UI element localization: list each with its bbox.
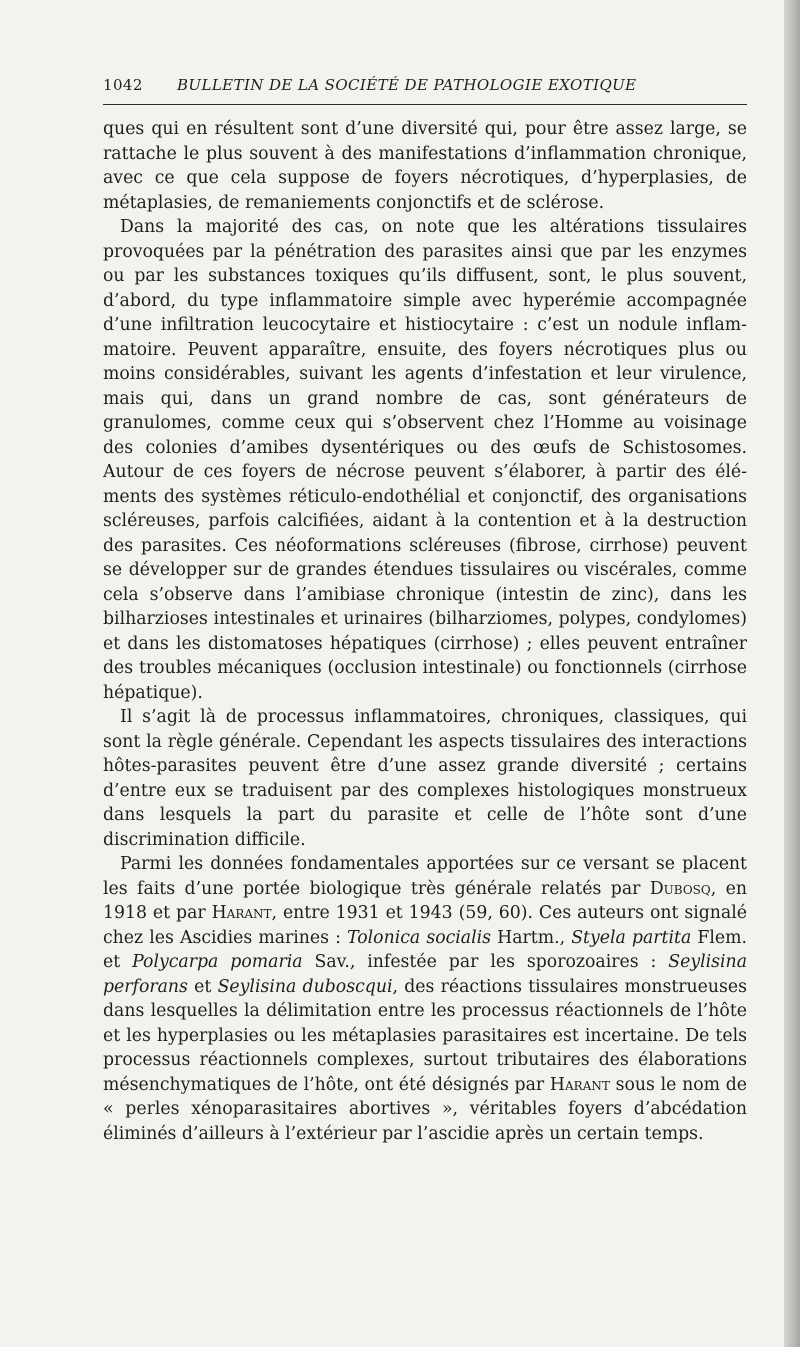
text-run: , entre 1931 et 1943 (59, 60). Ces auteurs ont signalé chez les Ascidies marines : [103,903,747,948]
species-name: Polycarpa pomaria [132,952,303,972]
text-run: Parmi les données fondamentales apportées sur ce versant se placent les faits d’une portée biologique très générale relatés par [103,854,747,899]
text-run: Flem. et [103,927,747,972]
page-number: 1042 [103,76,143,94]
document-page [103,70,747,1146]
author-name: Dubosq [649,878,711,899]
paragraph: Il s’agit là de processus inflammatoires, chroniques, classiques, qui sont la règle générale. Cependant les aspects tissulaires des interactions hôtes-parasites peuvent être d’une assez grande diversité ; certains d’entre eux se traduisent par des complexes histologiques monstrueux dans lesquels la part du parasite et celle de l’hôte sont d’une discrimination difficile. [103,707,747,850]
paragraph-continued: ques qui en résultent sont d’une diversité qui, pour être assez large, se rattache le plus souvent à des manifestations d’inflammation chronique, avec ce que cela suppose de foyers nécrotiques, d’hyperplasies, de métaplasies, de remaniements conjonctifs et de sclérose. [103,119,747,213]
text-run: et [187,976,218,997]
species-name: Styela partita [571,927,692,948]
paragraph: Dans la majorité des cas, on note que les altérations tissulaires provoquées par la pénétration des parasites ainsi que par les enzymes ou par les substances toxiques qu’ils diffusent, sont, le plus souvent, d’abord, du type inflammatoire simple avec hyperémie accompagnée d’une infiltration leucocytaire et histiocytaire : c’est un nodule inflammatoire. Peuvent apparaître, ensuite, des foyers nécrotiques plus ou moins considérables, suivant les agents d’infestation et leur virulence, mais qui, dans un grand nombre de cas, sont générateurs de granulomes, comme ceux qui s’observent chez l’Homme au voisinage des colonies d’amibes dysentériques ou des œufs de Schistosomes. Autour de ces foyers de nécrose peuvent s’élaborer, à partir des éléments des systèmes réticulo-endothélial et conjonctif, des organisations scléreuses, parfois calcifiées, aidant à la contention et à la destruction des parasites. Ces néoformations scléreuses (fibrose, cirrhose) peuvent se développer sur de grandes étendues tissulaires ou viscérales, comme cela s’observe dans l’amibiase chronique (intestin de zinc), dans les bilharzioses intestinales et urinaires (bilharziomes, polypes, condylomes) et dans les distomatoses hépatiques (cirrhose) ; elles peuvent entraîner des troubles mécaniques (occlusion intestinale) ou fonctionnels (cirrhose hépatique). [103,217,747,703]
author-name: Harant [211,903,272,923]
species-name: Seylisina perforans [103,952,747,997]
paragraph [103,852,747,1146]
running-head [103,70,747,100]
species-name: Seylisina duboscqui [217,976,393,997]
text-run: Hartm., [491,927,572,948]
journal-title: BULLETIN DE LA SOCIÉTÉ DE PATHOLOGIE EXOTIQUE [177,76,637,94]
header-rule [103,104,747,105]
text-run: , en 1918 et par [103,878,748,923]
species-name: Tolonica socialis [347,927,492,948]
text-run: sous le nom de « perles xénoparasitaires abortives », véritables foyers d’abcédation éliminés d’ailleurs à l’extérieur par l’ascidie après un certain temps. [103,1074,748,1144]
author-name: Harant [549,1074,610,1095]
text-run: Sav., infestée par les sporozoaires : [302,952,669,972]
body-text [103,117,747,1146]
text-run: , des réactions tissulaires monstrueuses dans lesquelles la délimitation entre les processus réactionnels de l’hôte et les hyperplasies ou les métaplasies parasitaires est incertaine. De tels processus réactionnels complexes, surtout tributaires des élaborations mésenchymatiques de l’hôte, ont été désignés par [103,976,747,1095]
page-edge-shadow [784,0,800,1347]
